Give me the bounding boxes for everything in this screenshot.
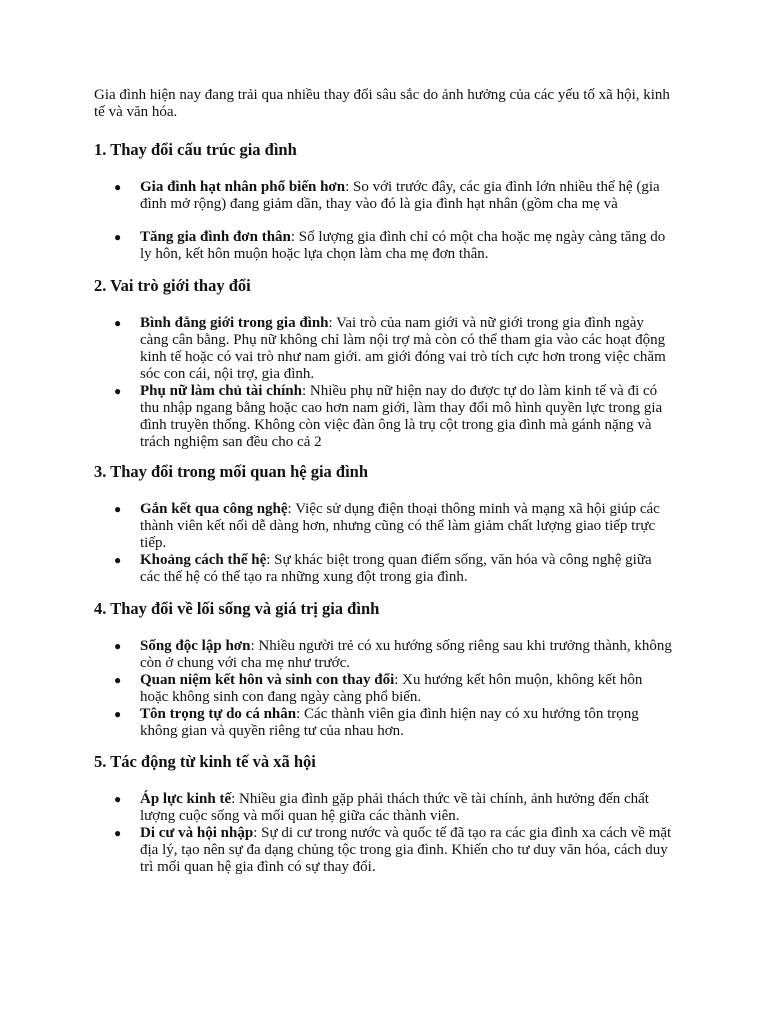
item-text: : Nhiều người trẻ có xu hướng sống riêng sau khi trưởng thành, không còn ở chung với cha mẹ như trước. bbox=[140, 638, 672, 671]
bullet-list bbox=[94, 179, 694, 263]
item-term: Tôn trọng tự do cá nhân bbox=[140, 706, 297, 722]
section-heading: 1. Thay đổi cấu trúc gia đình bbox=[94, 140, 297, 159]
list-item bbox=[94, 179, 674, 213]
bullet-list bbox=[94, 638, 694, 740]
item-text: : So với trước đây, các gia đình lớn nhiều thế hệ (gia đình mở rộng) đang giảm dần, thay vào đó là gia đình hạt nhân (gồm cha mẹ và bbox=[140, 179, 660, 212]
section-relationships bbox=[94, 462, 694, 586]
section-gender-roles bbox=[94, 276, 694, 451]
item-term: Sống độc lập hơn bbox=[140, 638, 251, 654]
bullet-icon: ● bbox=[114, 707, 122, 721]
bullet-icon: ● bbox=[114, 826, 122, 840]
bullet-icon: ● bbox=[114, 502, 122, 516]
item-text: : Vai trò của nam giới và nữ giới trong gia đình ngày càng cân bằng. Phụ nữ không chỉ làm nội trợ mà còn có thể tham gia vào các hoạt động kinh tế hoặc có vai trò như nam giới. am giới đóng vai trò tích cực hơn trong việc chăm sóc con cái, nội trợ, gia đình. bbox=[140, 315, 666, 382]
section-heading: 5. Tác động từ kinh tế và xã hội bbox=[94, 752, 316, 771]
section-lifestyle bbox=[94, 599, 694, 740]
item-text: : Các thành viên gia đình hiện nay có xu hướng tôn trọng không gian và quyền riêng tư của nhau hơn. bbox=[140, 706, 639, 739]
section-heading: 3. Thay đổi trong mối quan hệ gia đình bbox=[94, 462, 369, 481]
list-item bbox=[94, 706, 674, 740]
bullet-list bbox=[94, 501, 694, 586]
bullet-icon: ● bbox=[114, 553, 122, 567]
list-item bbox=[94, 672, 674, 706]
list-item bbox=[94, 791, 674, 825]
item-term: Phụ nữ làm chủ tài chính bbox=[140, 383, 302, 399]
list-item bbox=[94, 383, 674, 451]
item-text: : Sự khác biệt trong quan điểm sống, văn hóa và công nghệ giữa các thế hệ có thể tạo ra những xung đột trong gia đình. bbox=[140, 552, 652, 585]
bullet-list bbox=[94, 315, 694, 451]
item-term: Tăng gia đình đơn thân bbox=[140, 229, 291, 245]
item-text: : Số lượng gia đình chỉ có một cha hoặc mẹ ngày càng tăng do ly hôn, kết hôn muộn hoặc lựa chọn làm cha mẹ đơn thân. bbox=[140, 229, 666, 262]
section-heading: 2. Vai trò giới thay đổi bbox=[94, 276, 251, 295]
item-term: Khoảng cách thế hệ bbox=[140, 552, 267, 568]
bullet-icon: ● bbox=[114, 384, 122, 398]
bullet-icon: ● bbox=[114, 639, 122, 653]
bullet-icon: ● bbox=[114, 180, 122, 194]
list-item bbox=[94, 315, 674, 383]
item-term: Gia đình hạt nhân phổ biến hơn bbox=[140, 179, 346, 195]
section-structure bbox=[94, 140, 694, 263]
list-item bbox=[94, 229, 674, 263]
item-text: : Nhiều gia đình gặp phải thách thức về tài chính, ảnh hưởng đến chất lượng cuộc sống và mối quan hệ giữa các thành viên. bbox=[140, 791, 649, 824]
section-heading: 4. Thay đổi về lối sống và giá trị gia đình bbox=[94, 599, 380, 618]
bullet-icon: ● bbox=[114, 792, 122, 806]
item-text: : Nhiều phụ nữ hiện nay do được tự do làm kinh tế và đi có thu nhập ngang bằng hoặc cao hơn nam giới, làm thay đổi mô hình quyền lực trong gia đình truyền thống. Không còn việc đàn ông là trụ cột trong gia đình mà gánh nặng và trách nghiệm san đều cho cả 2 bbox=[140, 383, 663, 450]
list-item bbox=[94, 501, 674, 552]
item-text: : Xu hướng kết hôn muộn, không kết hôn hoặc không sinh con đang ngày càng phổ biến. bbox=[140, 672, 643, 705]
bullet-icon: ● bbox=[114, 230, 122, 244]
item-text: : Sự di cư trong nước và quốc tế đã tạo ra các gia đình xa cách về mặt địa lý, tạo nên sự đa dạng chủng tộc trong gia đình. Khiến cho tư duy văn hóa, cách duy trì mối quan hệ gia đình có sự thay đổi. bbox=[140, 825, 672, 875]
list-item bbox=[94, 825, 674, 876]
item-text: : Việc sử dụng điện thoại thông minh và mạng xã hội giúp các thành viên kết nối dễ dàng hơn, nhưng cũng có thể làm giảm chất lượng giao tiếp trực tiếp. bbox=[140, 501, 660, 551]
item-term: Di cư và hội nhập bbox=[140, 825, 254, 841]
intro-paragraph: Gia đình hiện nay đang trải qua nhiều thay đổi sâu sắc do ảnh hưởng của các yếu tố xã hội, kinh tế và văn hóa. bbox=[94, 87, 670, 120]
item-term: Quan niệm kết hôn và sinh con thay đổi bbox=[140, 672, 395, 688]
bullet-icon: ● bbox=[114, 673, 122, 687]
item-term: Gắn kết qua công nghệ bbox=[140, 501, 288, 517]
list-item bbox=[94, 552, 674, 586]
list-item bbox=[94, 638, 674, 672]
bullet-icon: ● bbox=[114, 316, 122, 330]
bullet-list bbox=[94, 791, 694, 876]
item-term: Áp lực kinh tế bbox=[140, 791, 232, 807]
item-term: Bình đẳng giới trong gia đình bbox=[140, 315, 329, 331]
section-economy-society bbox=[94, 752, 694, 876]
